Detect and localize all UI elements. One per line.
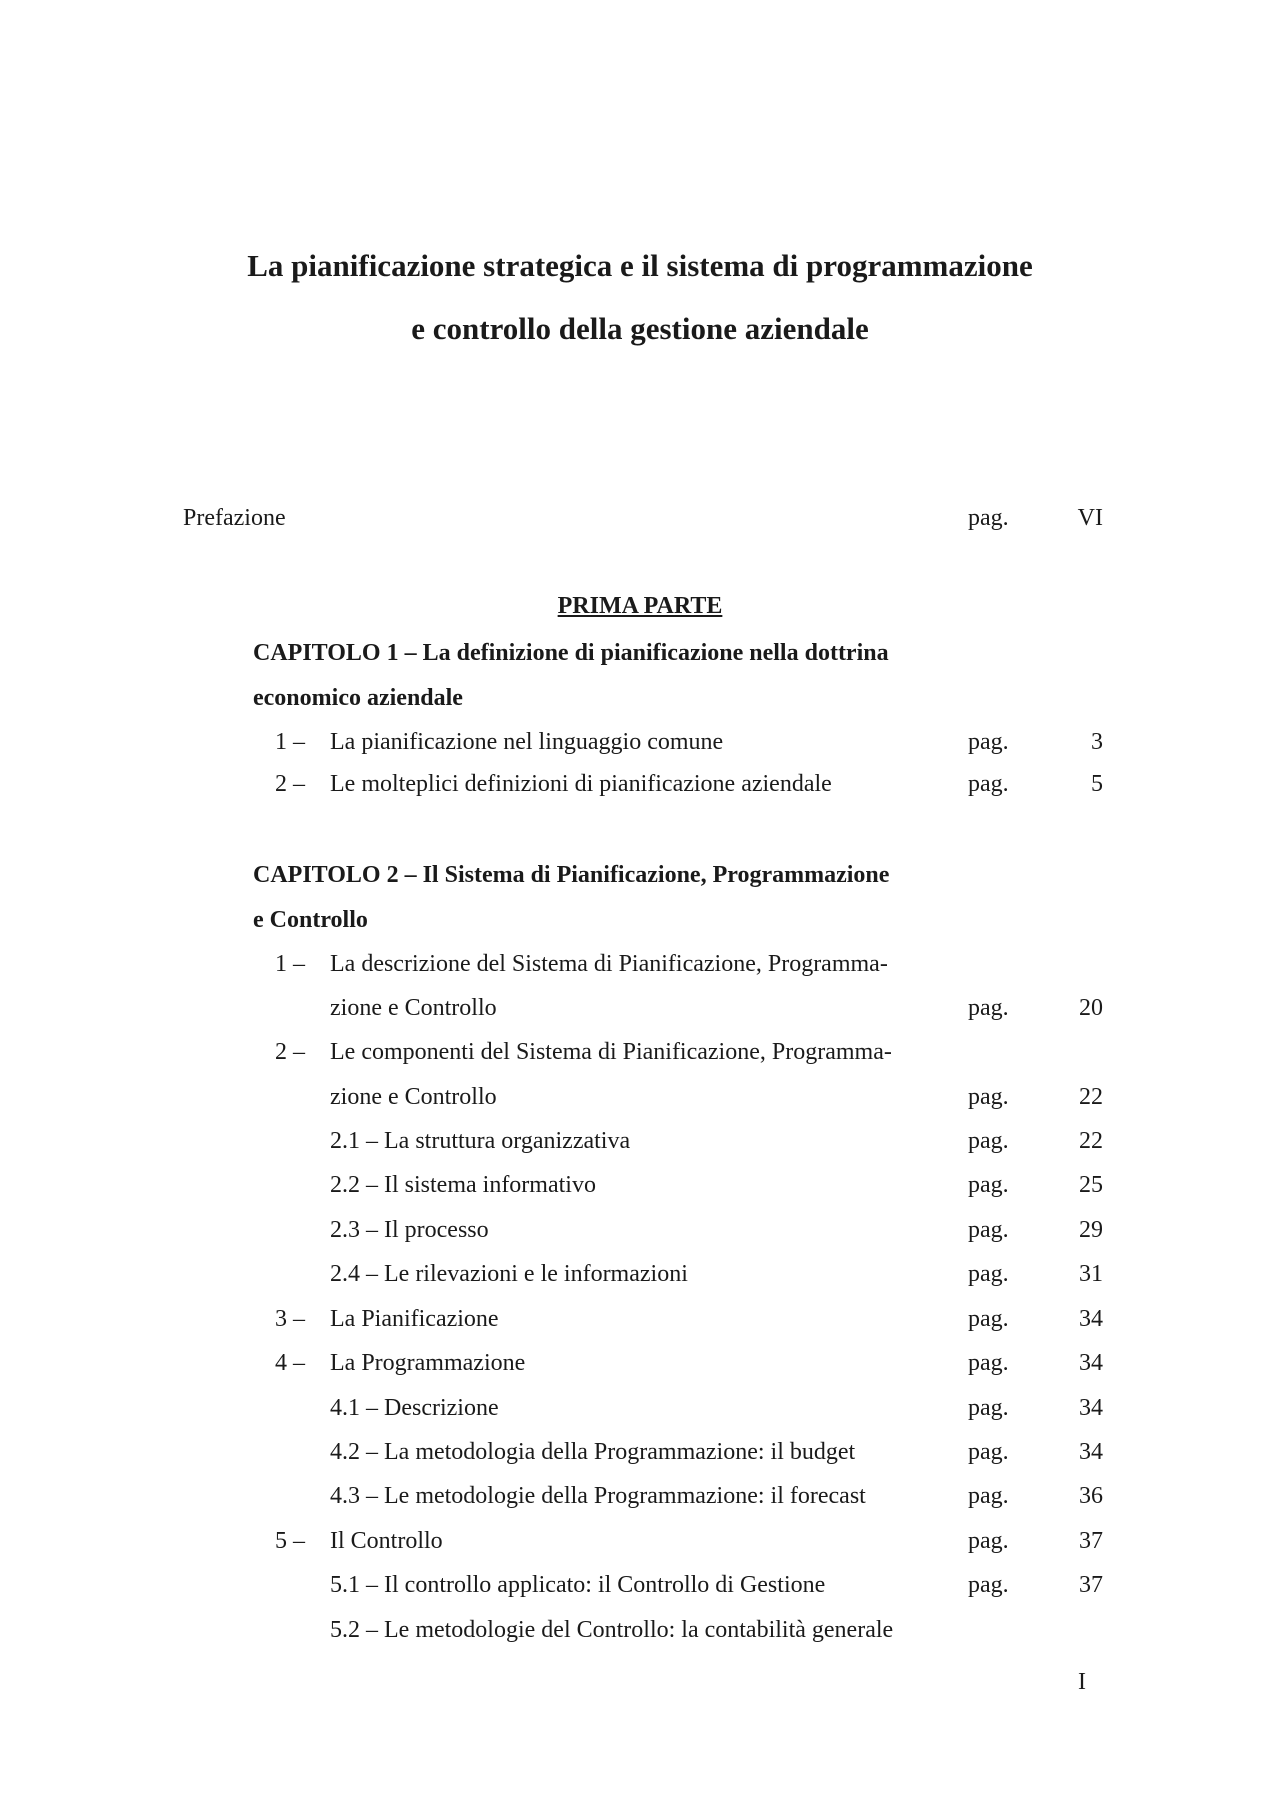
subentry-pag: pag.: [968, 1439, 1009, 1465]
chapter-1-heading: CAPITOLO 1 – La definizione di pianificazione nella dottrina: [253, 640, 889, 666]
subentry-pag: pag.: [968, 1128, 1009, 1154]
entry-title-cont: zione e Controllo: [330, 1084, 497, 1110]
preface-page: VI: [1077, 505, 1103, 531]
entry-number: 2 –: [275, 1039, 305, 1065]
entry-pag: pag.: [968, 1528, 1009, 1554]
entry-number: 3 –: [275, 1306, 305, 1332]
entry-page: 5: [1091, 771, 1103, 797]
entry-title: Le componenti del Sistema di Pianificazione, Programma-: [330, 1039, 892, 1065]
subentry-title: 5.1 – Il controllo applicato: il Controllo di Gestione: [330, 1572, 826, 1598]
preface-label: Prefazione: [183, 505, 286, 531]
title-line-1: La pianificazione strategica e il sistema di programmazione: [247, 248, 1033, 283]
subentry-page: 37: [1079, 1572, 1103, 1598]
entry-page: 22: [1079, 1084, 1103, 1110]
entry-number: 5 –: [275, 1528, 305, 1554]
subentry-title: 4.2 – La metodologia della Programmazione: il budget: [330, 1439, 856, 1465]
entry-number: 1 –: [275, 729, 305, 755]
entry-pag: pag.: [968, 995, 1009, 1021]
chapter-1-heading-cont: economico aziendale: [253, 685, 463, 711]
entry-page: 34: [1079, 1306, 1103, 1332]
chapter-2-heading: CAPITOLO 2 – Il Sistema di Pianificazione, Programmazione: [253, 862, 890, 888]
subentry-title: 4.3 – Le metodologie della Programmazione: il forecast: [330, 1483, 866, 1509]
entry-pag: pag.: [968, 729, 1009, 755]
subentry-title: 2.1 – La struttura organizzativa: [330, 1128, 631, 1154]
subentry-page: 22: [1079, 1128, 1103, 1154]
entry-pag: pag.: [968, 1350, 1009, 1376]
entry-title: La Pianificazione: [330, 1306, 499, 1332]
subentry-page: 34: [1079, 1439, 1103, 1465]
entry-title-cont: zione e Controllo: [330, 995, 497, 1021]
subentry-pag: pag.: [968, 1572, 1009, 1598]
title-line-2: e controllo della gestione aziendale: [411, 311, 869, 346]
entry-pag: pag.: [968, 1306, 1009, 1332]
subentry-pag: pag.: [968, 1172, 1009, 1198]
subentry-title: 2.4 – Le rilevazioni e le informazioni: [330, 1261, 688, 1287]
preface-pag: pag.: [968, 505, 1009, 531]
subentry-pag: pag.: [968, 1261, 1009, 1287]
entry-number: 1 –: [275, 951, 305, 977]
entry-page: 3: [1091, 729, 1103, 755]
entry-title: La Programmazione: [330, 1350, 526, 1376]
subentry-page: 29: [1079, 1217, 1103, 1243]
subentry-pag: pag.: [968, 1217, 1009, 1243]
entry-number: 2 –: [275, 771, 305, 797]
entry-title: Il Controllo: [330, 1528, 443, 1554]
entry-pag: pag.: [968, 1084, 1009, 1110]
subentry-page: 31: [1079, 1261, 1103, 1287]
chapter-2-heading-cont: e Controllo: [253, 907, 368, 933]
entry-page: 20: [1079, 995, 1103, 1021]
part-heading: PRIMA PARTE: [557, 593, 723, 619]
subentry-pag: pag.: [968, 1395, 1009, 1421]
subentry-title: 4.1 – Descrizione: [330, 1395, 499, 1421]
subentry-title: 5.2 – Le metodologie del Controllo: la contabilità generale: [330, 1617, 894, 1643]
entry-page: 34: [1079, 1350, 1103, 1376]
page-number: I: [1078, 1669, 1086, 1695]
subentry-pag: pag.: [968, 1483, 1009, 1509]
entry-pag: pag.: [968, 771, 1009, 797]
entry-number: 4 –: [275, 1350, 305, 1376]
subentry-page: 25: [1079, 1172, 1103, 1198]
entry-page: 37: [1079, 1528, 1103, 1554]
entry-title: Le molteplici definizioni di pianificazione aziendale: [330, 771, 832, 797]
entry-title: La pianificazione nel linguaggio comune: [330, 729, 724, 755]
subentry-page: 34: [1079, 1395, 1103, 1421]
subentry-title: 2.3 – Il processo: [330, 1217, 489, 1243]
subentry-title: 2.2 – Il sistema informativo: [330, 1172, 596, 1198]
entry-title: La descrizione del Sistema di Pianificazione, Programma-: [330, 951, 888, 977]
subentry-page: 36: [1079, 1483, 1103, 1509]
